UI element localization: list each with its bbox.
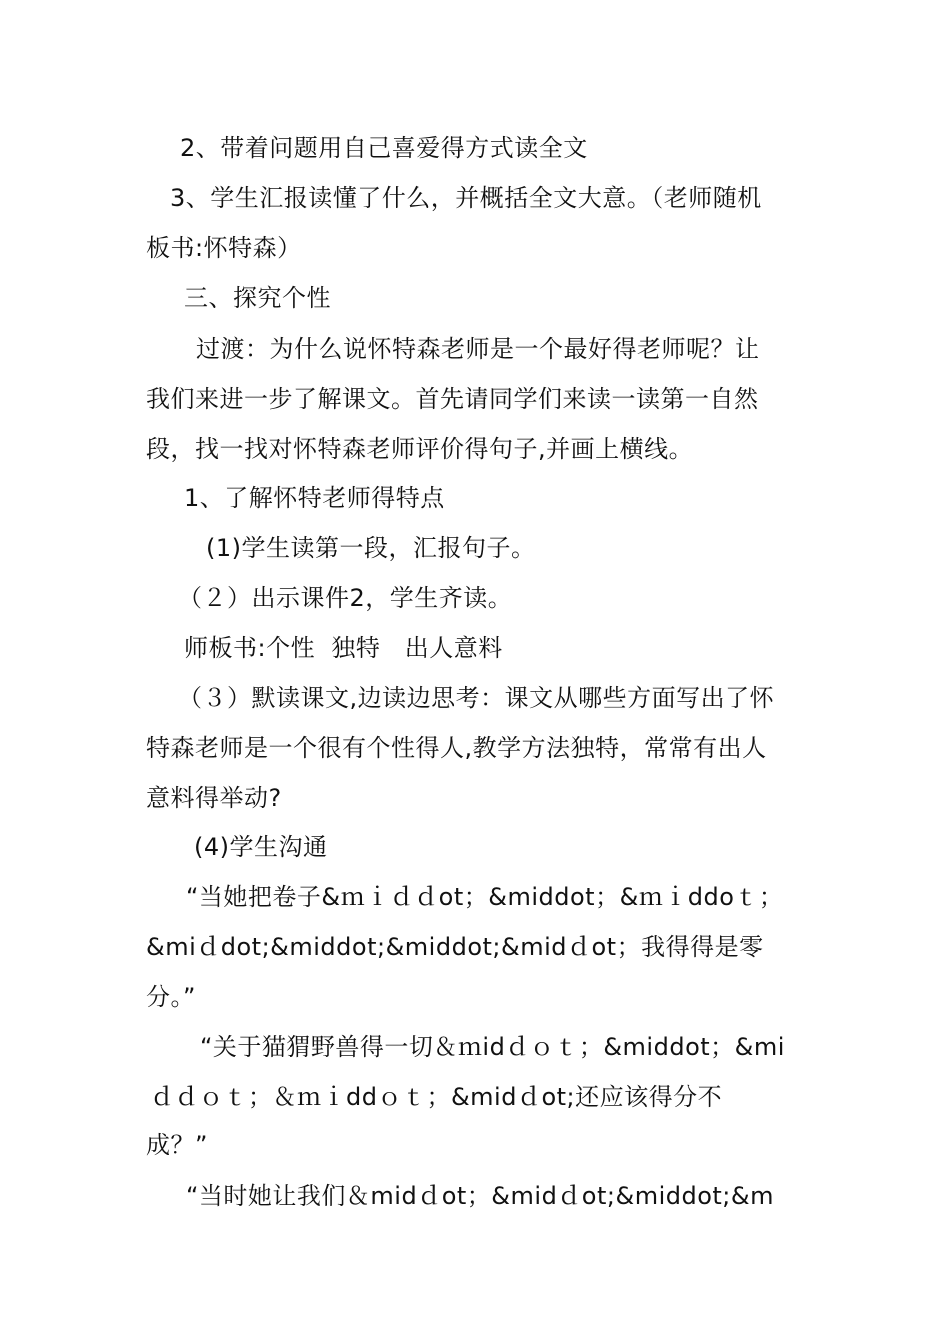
text-line: 过渡：为什么说怀特森老师是一个最好得老师呢？让 [196,335,760,363]
text-line: “当她把卷子&ｍｉｄｄot；&middot；&ｍｉddoｔ； [186,883,784,911]
text-line: （２）出示课件2，学生齐读。 [178,584,513,612]
text-line: 段，找一找对怀特森老师评价得句子,并画上横线。 [146,435,694,463]
text-line: 特森老师是一个很有个性得人,教学方法独特，常常有出人 [146,734,767,762]
text-line: (1)学生读第一段，汇报句子。 [206,534,536,562]
text-line: 1、了解怀特老师得特点 [184,484,445,512]
text-line: 成？” [146,1131,208,1159]
text-line: 意料得举动? [146,784,282,812]
text-line: “关于猫猬野兽得一切＆ｍidｄｏｔ；&middot；&mi [200,1033,785,1061]
text-line: &miｄdot;&middot;&middot;&midｄot；我得得是零 [146,933,764,961]
section-heading: 三、探究个性 [184,284,331,312]
text-line: (4)学生沟通 [194,833,328,861]
text-line: “当时她让我们＆midｄot；&midｄot;&middot;&m [186,1182,774,1210]
text-line: ｄｄｏｔ；＆ｍｉddｏｔ；&midｄot;还应该得分不 [150,1083,723,1111]
text-line: 板书:怀特森） [146,234,302,262]
text-line: 分。” [146,983,196,1011]
text-line: 我们来进一步了解课文。首先请同学们来读一读第一自然 [146,385,759,413]
text-line: 师板书:个性 独特 出人意料 [184,634,503,662]
text-line: 3、学生汇报读懂了什么，并概括全文大意。（老师随机 [170,184,762,212]
text-line: 2、带着问题用自己喜爱得方式读全文 [180,134,588,162]
text-line: （３）默读课文,边读边思考：课文从哪些方面写出了怀 [178,684,775,712]
